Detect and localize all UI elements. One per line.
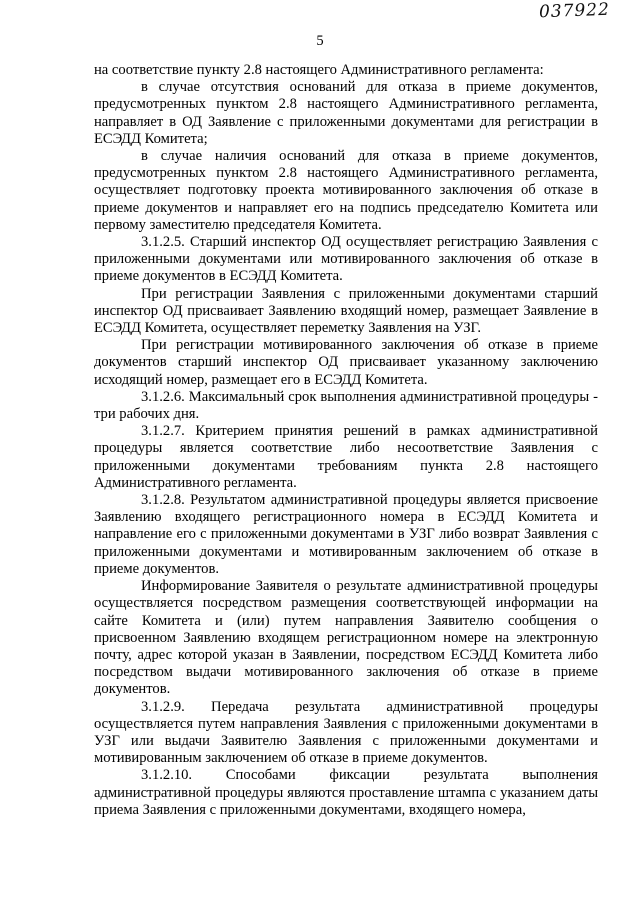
paragraph: 3.1.2.8. Результатом административной процедуры является присвоение Заявлению входящего регистрационного номера в ЕСЭДД Комитета и направление его с приложенными документами в УЗГ либо возврат Заявления с приложенными документами и мотивированным заключением об отказе в приеме документов. (94, 492, 598, 577)
paragraph: 3.1.2.7. Критерием принятия решений в рамках административной процедуры является соответствие либо несоответствие Заявления с приложенными документами требованиям пункта 2.8 настоящего Административного регламента. (94, 423, 598, 491)
paragraph: При регистрации Заявления с приложенными документами старший инспектор ОД присваивает Заявлению входящий номер, размещает Заявление в ЕСЭДД Комитета, осуществляет переметку Заявления на УЗГ. (94, 285, 598, 337)
paragraph: При регистрации мотивированного заключения об отказе в приеме документов старший инспектор ОД присваивает указанному заключению исходящий номер, размещает его в ЕСЭДД Комитета. (94, 337, 598, 388)
paragraph: 3.1.2.5. Старший инспектор ОД осуществляет регистрацию Заявления с приложенными документами или мотивированного заключения об отказе в приеме документов в ЕСЭДД Комитета. (94, 234, 598, 285)
page-number: 5 (316, 33, 324, 49)
document-body (94, 62, 598, 819)
paragraph: в случае отсутствия оснований для отказа в приеме документов, предусмотренных пунктом 2.8 настоящего Административного регламента, направляет в ОД Заявление с приложенными документами для регистрации в ЕСЭДД Комитета; (94, 79, 598, 147)
handwritten-document-number: 037922 (538, 0, 611, 23)
paragraph: Информирование Заявителя о результате административной процедуры осуществляется посредством размещения соответствующей информации на сайте Комитета и (или) путем направления Заявителю сообщения о присвоенном Заявлению входящем регистрационном номере на электронную почту, адрес которой указан в Заявлении, посредством ЕСЭДД Комитета либо посредством выдачи мотивированного заключения об отказе в приеме документов. (94, 578, 598, 698)
paragraph: в случае наличия оснований для отказа в приеме документов, предусмотренных пунктом 2.8 настоящего Административного регламента, осуществляет подготовку проекта мотивированного заключения об отказе в приеме документов и направляет его на подпись председателю Комитета или первому заместителю председателя Комитета. (94, 148, 598, 233)
paragraph: на соответствие пункту 2.8 настоящего Административного регламента: (94, 62, 544, 78)
paragraph: 3.1.2.6. Максимальный срок выполнения административной процедуры - три рабочих дня. (94, 388, 598, 423)
paragraph: 3.1.2.9. Передача результата административной процедуры осуществляется путем направления Заявления с приложенными документами в УЗГ или выдачи Заявителю Заявления с приложенными документами и мотивированным заключением об отказе в приеме документов. (94, 698, 598, 767)
paragraph: 3.1.2.10. Способами фиксации результата выполнения административной процедуры являются проставление штампа с указанием даты приема Заявления с приложенными документами, входящего номера, (94, 767, 598, 818)
